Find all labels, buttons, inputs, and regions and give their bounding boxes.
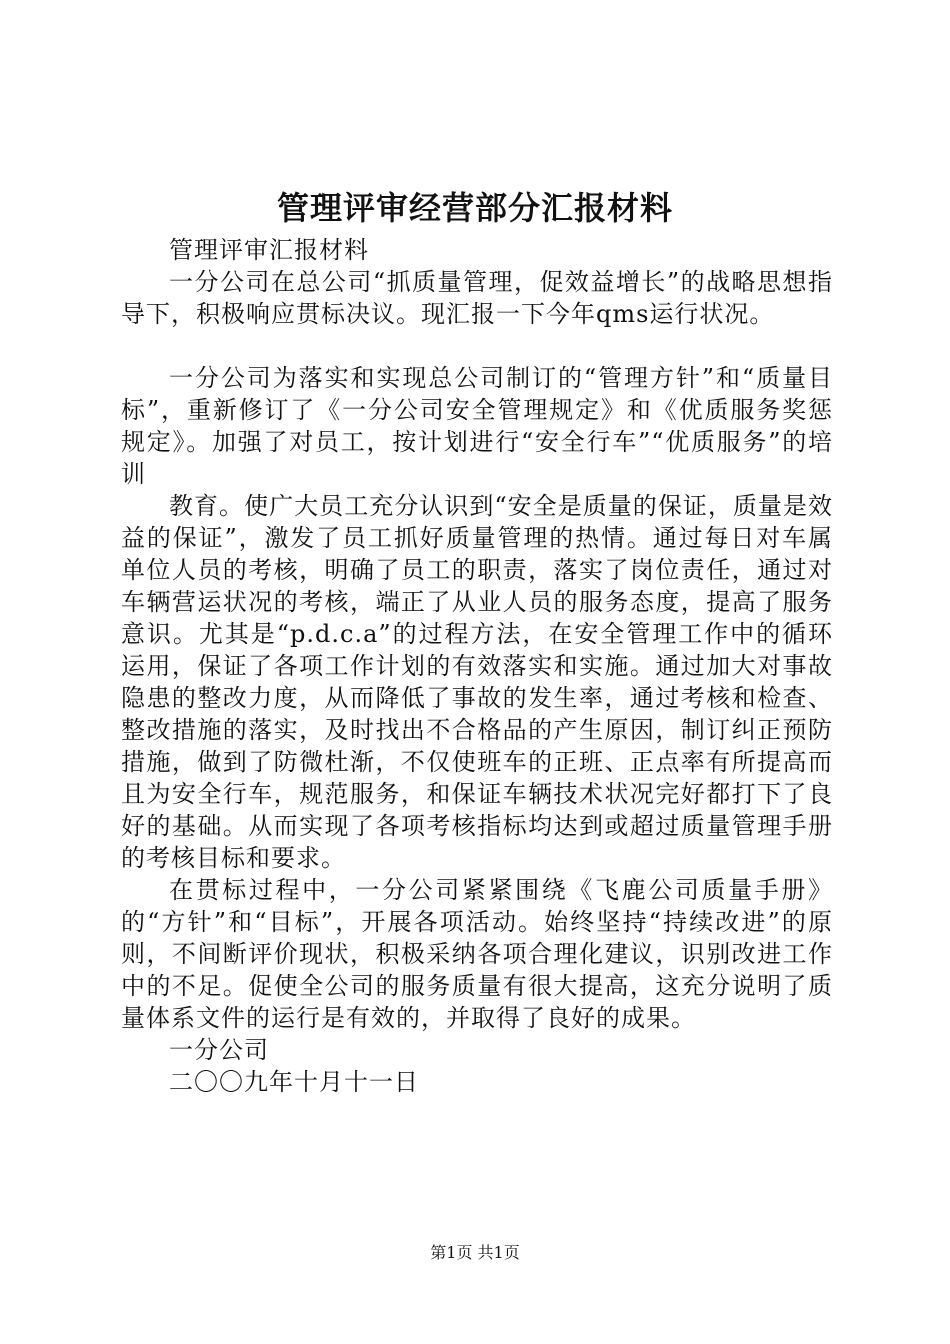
document-title: 管理评审经营部分汇报材料	[276, 189, 673, 227]
page-number-footer: 第1页 共1页	[430, 1243, 520, 1262]
signature-date: 二〇〇九年十月十一日	[169, 1068, 419, 1096]
paragraph-subtitle: 管理评审汇报材料	[169, 236, 369, 264]
paragraph-intro: 一分公司在总公司“抓质量管理，促效益增长”的战略思想指导下，积极响应贯标决议。现汇报一下今年qms运行状况。	[121, 268, 833, 328]
paragraph-policy: 一分公司为落实和实现总公司制订的“管理方针”和“质量目标”，重新修订了《一分公司安全管理规定》和《优质服务奖惩规定》。加强了对员工，按计划进行“安全行车”“优质服务”的培训	[121, 364, 833, 488]
document-body	[121, 234, 833, 1098]
signature-company: 一分公司	[169, 1036, 269, 1064]
paragraph-certification: 在贯标过程中，一分公司紧紧围绕《飞鹿公司质量手册》的“方针”和“目标”，开展各项活动。始终坚持“持续改进”的原则，不间断评价现状，积极采纳各项合理化建议，识别改进工作中的不足。促使全公司的服务质量有很大提高，这充分说明了质量体系文件的运行是有效的，并取得了良好的成果。	[121, 876, 833, 1032]
paragraph-education: 教育。使广大员工充分认识到“安全是质量的保证，质量是效益的保证”，激发了员工抓好质量管理的热情。通过每日对车属单位人员的考核，明确了员工的职责，落实了岗位责任，通过对车辆营运状况的考核，端正了从业人员的服务态度，提高了服务意识。尤其是“p.d.c.a”的过程方法，在安全管理工作中的循环运用，保证了各项工作计划的有效落实和实施。通过加大对事故隐患的整改力度，从而降低了事故的发生率，通过考核和检查、整改措施的落实，及时找出不合格品的产生原因，制订纠正预防措施，做到了防微杜渐，不仅使班车的正班、正点率有所提高而且为安全行车，规范服务，和保证车辆技术状况完好都打下了良好的基础。从而实现了各项考核指标均达到或超过质量管理手册的考核目标和要求。	[121, 492, 833, 872]
